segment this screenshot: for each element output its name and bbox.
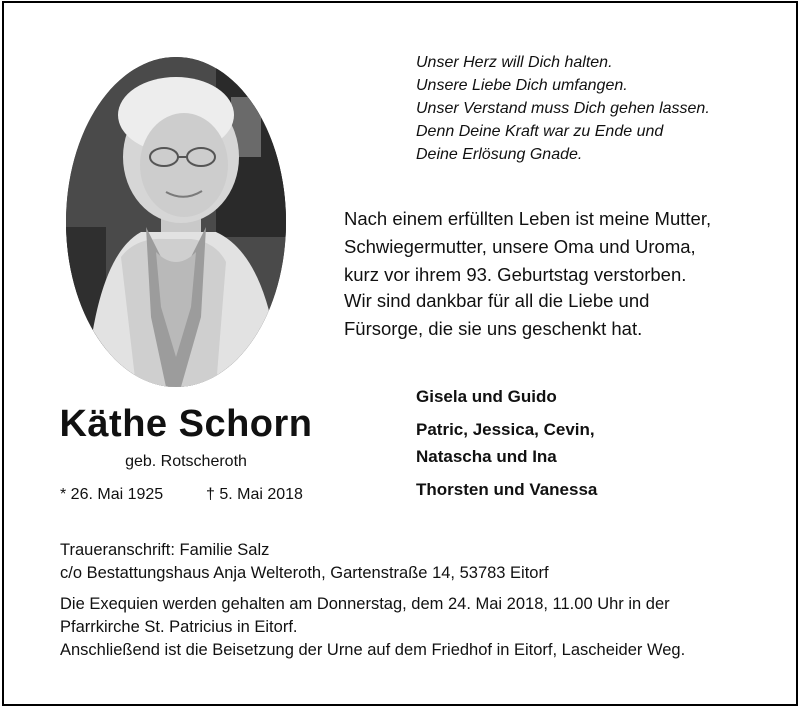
service-info: Die Exequien werden gehalten am Donnerstag, dem 24. Mai 2018, 11.00 Uhr in der: [60, 595, 670, 613]
poem-line: Deine Erlösung Gnade.: [416, 146, 583, 163]
signer-group: Gisela und Guido: [416, 387, 557, 406]
portrait-image: [66, 57, 286, 387]
family-signers: [416, 383, 597, 509]
signer-group: Patric, Jessica, Cevin,: [416, 420, 595, 439]
birth-name: geb. Rotscheroth: [125, 453, 247, 470]
signer-group: Natascha und Ina: [416, 447, 557, 466]
deceased-name: Käthe Schorn: [59, 403, 313, 445]
burial-info: Anschließend ist die Beisetzung der Urne auf dem Friedhof in Eitorf, Lascheider Weg.: [60, 641, 686, 659]
announcement-line: Schwiegermutter, unsere Oma und Uroma,: [344, 236, 696, 257]
mourning-address: c/o Bestattungshaus Anja Welteroth, Gartenstraße 14, 53783 Eitorf: [60, 564, 549, 582]
gratitude-paragraph: [344, 287, 649, 343]
gratitude-line: Wir sind dankbar für all die Liebe und: [344, 290, 650, 311]
announcement-line: Nach einem erfüllten Leben ist meine Mutter,: [344, 208, 712, 229]
poem: [416, 51, 710, 166]
poem-line: Unser Herz will Dich halten.: [416, 54, 613, 71]
poem-line: Denn Deine Kraft war zu Ende und: [416, 123, 664, 140]
birth-date: * 26. Mai 1925: [60, 486, 164, 503]
service-info: Pfarrkirche St. Patricius in Eitorf.: [60, 618, 298, 636]
death-date: † 5. Mai 2018: [206, 486, 303, 503]
poem-line: Unsere Liebe Dich umfangen.: [416, 77, 628, 94]
announcement-paragraph: [344, 205, 711, 289]
announcement-line: kurz vor ihrem 93. Geburtstag verstorben.: [344, 264, 687, 285]
portrait-photo: [66, 57, 286, 387]
obituary-notice: [2, 1, 798, 706]
poem-line: Unser Verstand muss Dich gehen lassen.: [416, 100, 710, 117]
gratitude-line: Fürsorge, die sie uns geschenkt hat.: [344, 318, 643, 339]
mourning-address: Traueranschrift: Familie Salz: [60, 541, 270, 559]
signer-group: Thorsten und Vanessa: [416, 480, 598, 499]
service-details: [60, 539, 685, 662]
